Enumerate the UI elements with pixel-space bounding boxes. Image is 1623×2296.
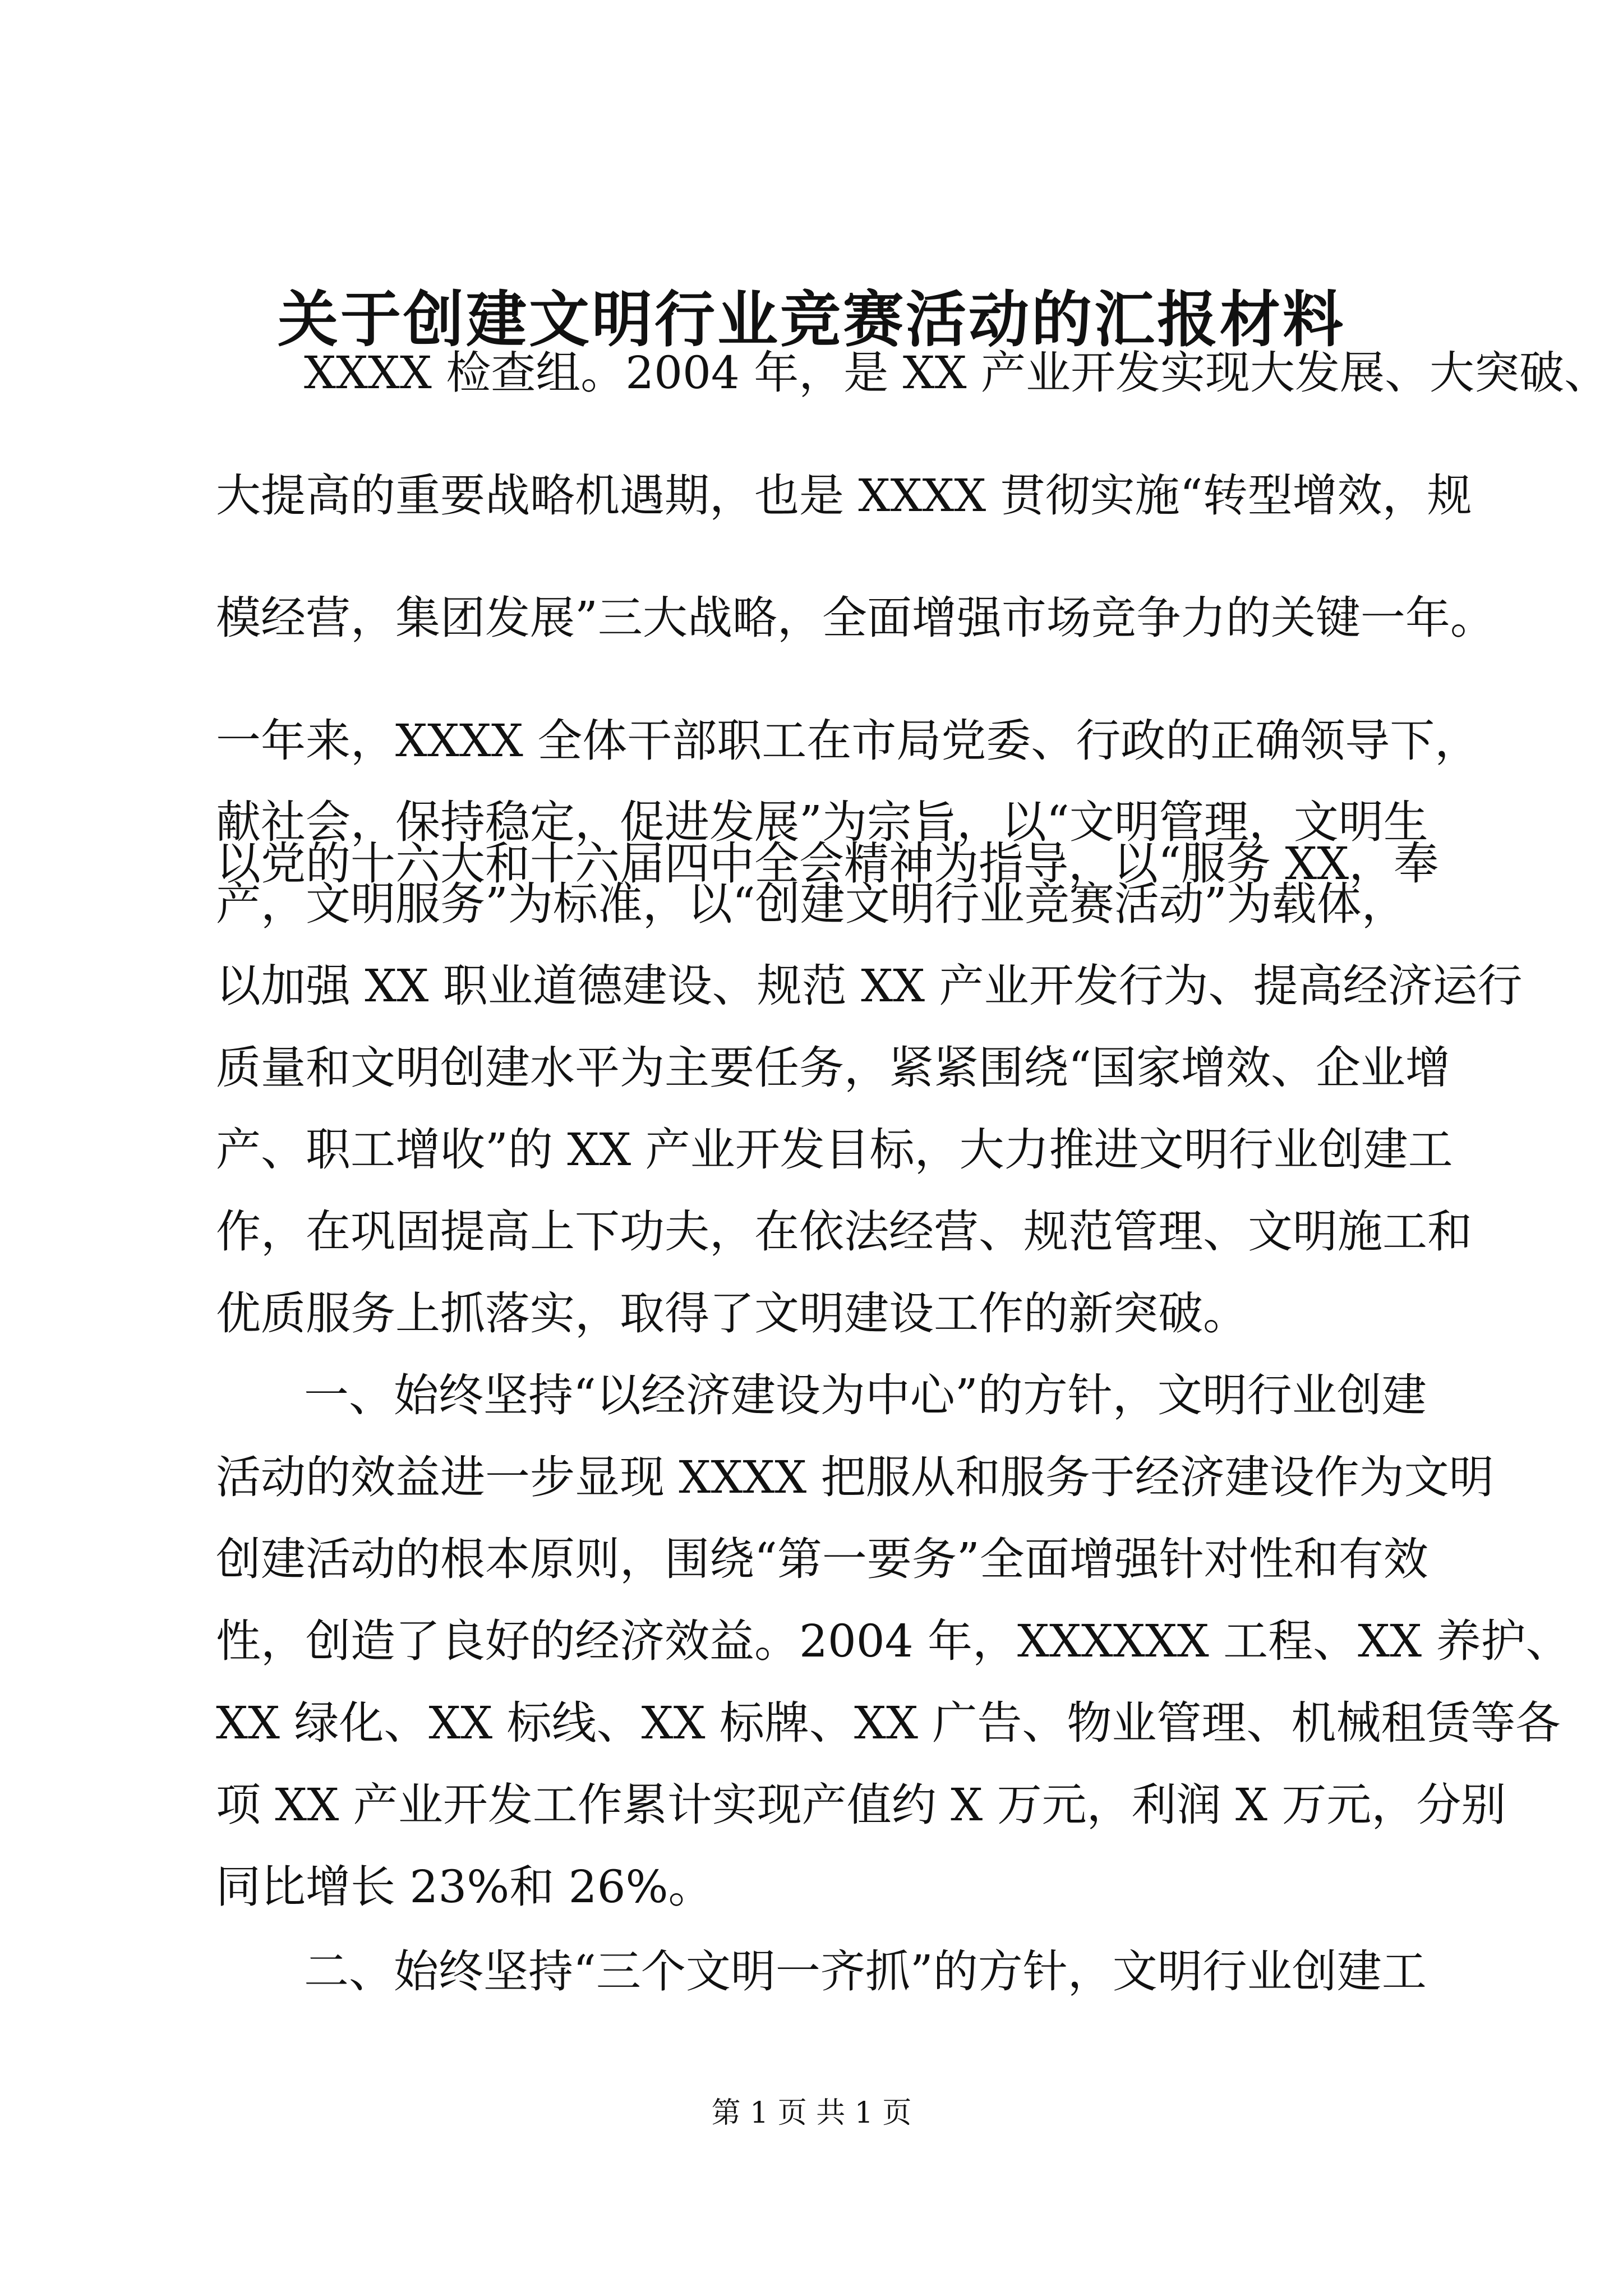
body-line-1: XXXX 检查组。2004 年，是 XX 产业开发实现大发展、大突破、	[304, 347, 1610, 399]
body-line-19: 同比增长 23%和 26%。	[216, 1861, 713, 1913]
body-line-7: 产，文明服务”为标准，以“创建文明行业竞赛活动”为载体，	[216, 878, 1407, 930]
body-line-13: 一、始终坚持“以经济建设为中心”的方针，文明行业创建	[304, 1369, 1427, 1421]
body-line-9: 质量和文明创建水平为主要任务，紧紧围绕“国家增效、企业增	[216, 1042, 1450, 1094]
body-line-8: 以加强 XX 职业道德建设、规范 XX 产业开发行为、提高经济运行	[216, 960, 1523, 1012]
body-line-5: 以党的十六大和十六届四中全会精神为指导，以“服务 XX，奉	[216, 838, 1439, 890]
body-line-16: 性，创造了良好的经济效益。2004 年，XXXXXX 工程、XX 养护、	[216, 1615, 1571, 1667]
page-footer: 第 1 页 共 1 页	[711, 2096, 912, 2130]
body-line-4: 一年来，XXXX 全体干部职工在市局党委、行政的正确领导下，	[216, 715, 1480, 767]
body-line-17: XX 绿化、XX 标线、XX 标牌、XX 广告、物业管理、机械租赁等各	[216, 1697, 1561, 1749]
body-line-14: 活动的效益进一步显现 XXXX 把服从和服务于经济建设作为文明	[216, 1451, 1494, 1503]
body-line-20: 二、始终坚持“三个文明一齐抓”的方针，文明行业创建工	[304, 1945, 1427, 1998]
body-line-6: 献社会，保持稳定，促进发展”为宗旨，以“文明管理，文明生	[216, 796, 1428, 848]
body-line-12: 优质服务上抓落实，取得了文明建设工作的新突破。	[216, 1287, 1248, 1340]
body-line-2: 大提高的重要战略机遇期，也是 XXXX 贯彻实施“转型增效，规	[216, 470, 1472, 522]
body-line-11: 作，在巩固提高上下功夫，在依法经营、规范管理、文明施工和	[216, 1205, 1472, 1258]
body-line-3: 模经营，集团发展”三大战略，全面增强市场竞争力的关键一年。	[216, 592, 1495, 644]
body-line-10: 产、职工增收”的 XX 产业开发目标，大力推进文明行业创建工	[216, 1124, 1453, 1176]
body-line-15: 创建活动的根本原则，围绕“第一要务”全面增强针对性和有效	[216, 1533, 1428, 1585]
body-line-18: 项 XX 产业开发工作累计实现产值约 X 万元，利润 X 万元，分别	[216, 1779, 1506, 1831]
document-title: 关于创建文明行业竞赛活动的汇报材料	[277, 284, 1345, 355]
